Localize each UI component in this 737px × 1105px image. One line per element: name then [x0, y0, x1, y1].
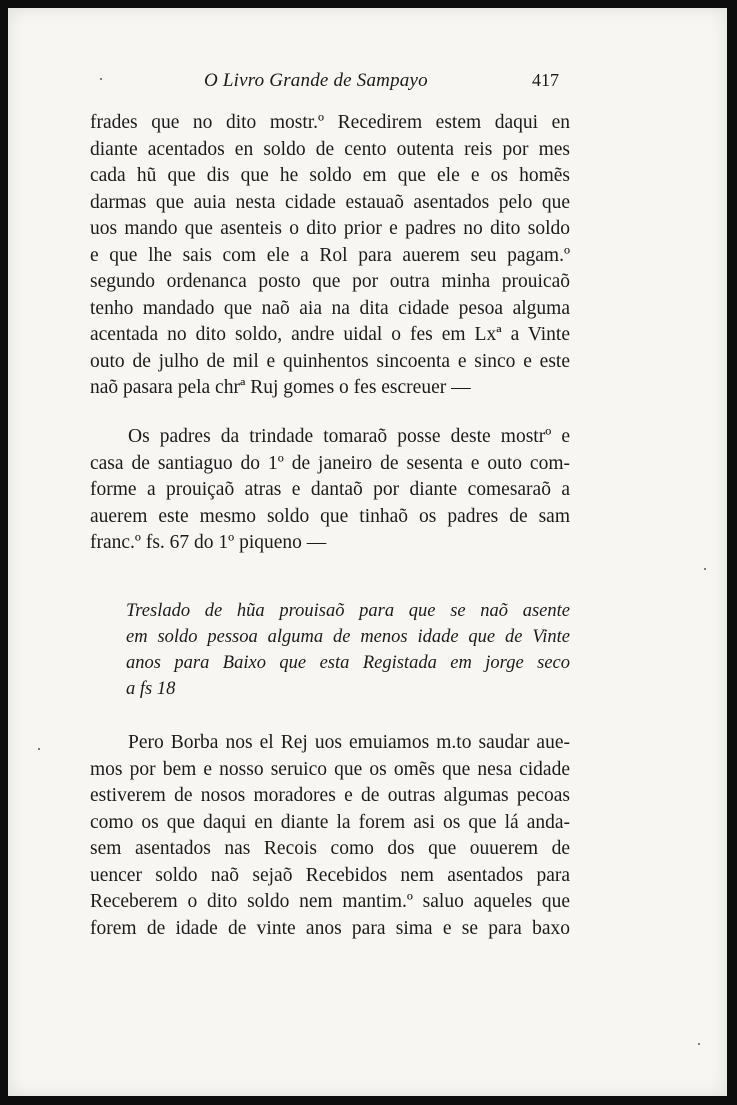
paragraph-3 [90, 730, 570, 942]
text-line: mos por bem e nosso seruico que os omẽs que nesa cidade [90, 758, 570, 780]
heading-line: a fs 18 [126, 679, 176, 699]
text-line: estiverem de nosos moradores e de outras algumas pecoas [90, 785, 570, 806]
text-line: como os que daqui en diante la forem asi os que lá anda- [90, 811, 570, 833]
text-line: forem de idade de vinte anos para sima e se para baxo [90, 917, 570, 939]
text-line: acentada no dito soldo, andre uidal o fes em Lxª a Vinte [90, 324, 570, 345]
paragraph-1 [90, 110, 570, 402]
text-line: franc.º fs. 67 do 1º piqueno — [90, 532, 327, 553]
page-header [8, 70, 727, 98]
text-line: Pero Borba nos el Rej uos emuiamos m.to saudar aue- [128, 732, 570, 753]
text-line: diante acentados en soldo de cento outenta reis por mes [90, 138, 570, 160]
text-line: e que lhe sais com ele a Rol para auerem seu pagam.º [90, 244, 570, 266]
scan-speck [100, 78, 102, 80]
text-line: segundo ordenanca posto que por outra minha prouicaõ [90, 271, 570, 292]
heading-line: Treslado de hũa prouisaõ para que se naõ asente [126, 601, 570, 621]
section-heading [126, 598, 570, 702]
text-line: darmas que auia nesta cidade estauaõ asentados pelo que [90, 191, 570, 213]
text-line: Receberem o dito soldo nem mantim.º saluo aqueles que [90, 891, 570, 912]
text-line: uencer soldo naõ sejaõ Recebidos nem asentados para [90, 864, 570, 886]
text-line: Os padres da trindade tomaraõ posse deste mostrº e [128, 426, 570, 447]
page-number: 417 [532, 70, 559, 90]
heading-line: em soldo pessoa alguma de menos idade que de Vinte [126, 627, 570, 647]
text-line: auerem este mesmo soldo que tinhaõ os padres de sam [90, 505, 570, 527]
text-line: naõ pasara pela chrª Ruj gomes o fes escreuer — [90, 377, 471, 398]
book-page [8, 8, 727, 1096]
paragraph-2 [90, 424, 570, 557]
running-title: O Livro Grande de Sampayo [204, 70, 428, 91]
text-line: casa de santiaguo do 1º de janeiro de sesenta e outo com- [90, 452, 570, 474]
text-line: uos mando que asenteis o dito prior e padres no dito soldo [90, 218, 570, 239]
scan-speck [38, 748, 40, 750]
text-line: forme a prouiçaõ atras e dantaõ por diante comesaraõ a [90, 479, 570, 500]
scan-speck [698, 1043, 700, 1045]
text-line: sem asentados nas Recois como dos que ouuerem de [90, 838, 570, 859]
heading-line: anos para Baixo que esta Registada em jorge seco [126, 653, 570, 673]
text-line: outo de julho de mil e quinhentos sincoenta e sinco e este [90, 350, 570, 372]
scan-speck [704, 568, 706, 570]
text-line: cada hũ que dis que he soldo em que ele e os homẽs [90, 165, 570, 186]
text-line: tenho mandado que naõ aia na dita cidade pesoa alguma [90, 297, 570, 319]
text-line: frades que no dito mostr.º Recedirem estem daqui en [90, 112, 570, 133]
